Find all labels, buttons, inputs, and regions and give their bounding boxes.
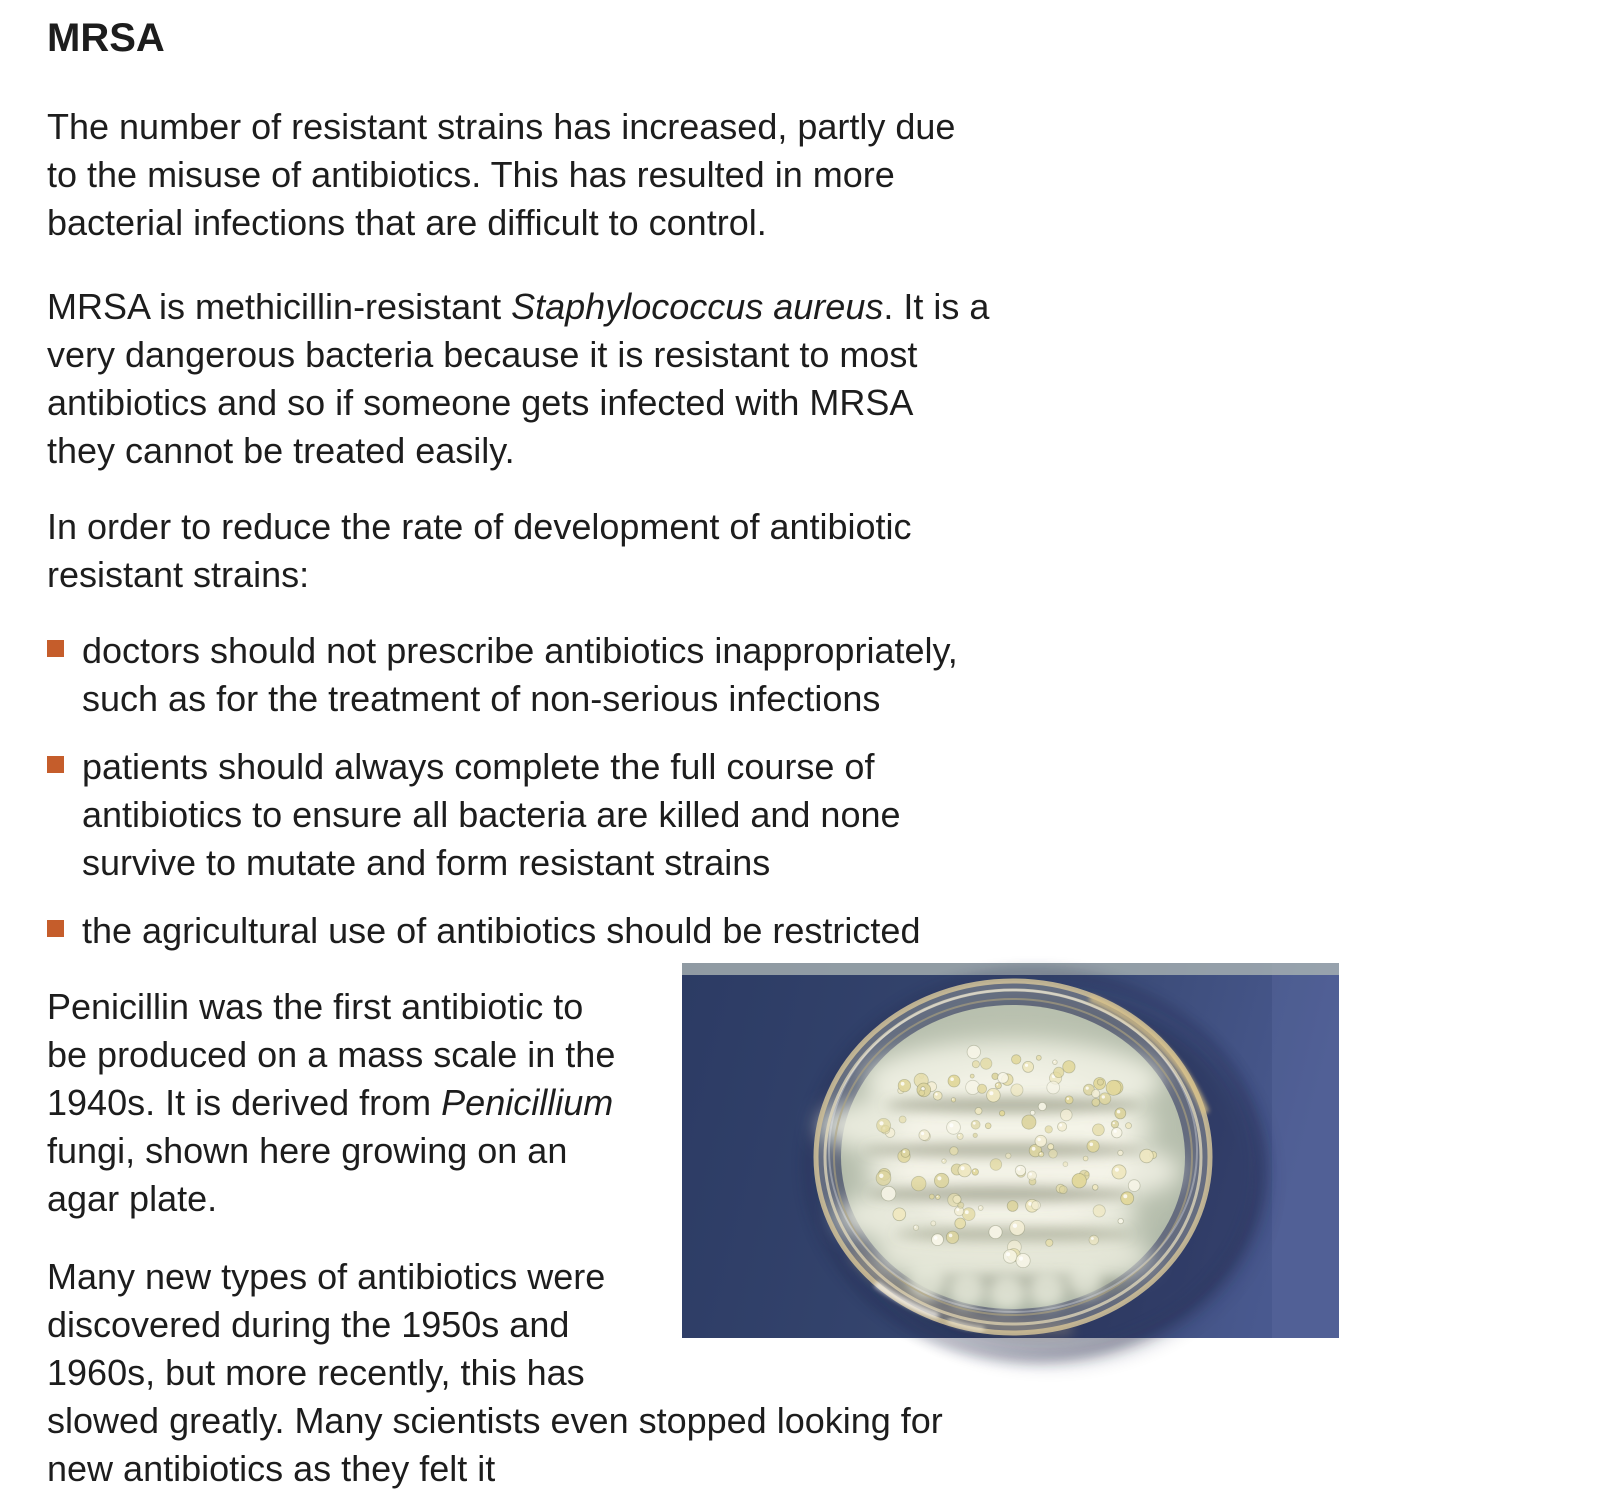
list-item-line: the agricultural use of antibiotics should be restricted (82, 910, 921, 951)
text-line: In order to reduce the rate of development of antibiotic (47, 506, 912, 547)
list-item-line: patients should always complete the full course of (82, 746, 875, 787)
text-line: to the misuse of antibiotics. This has resulted in more (47, 154, 895, 195)
italic-species-name: Staphylococcus aureus (511, 286, 884, 327)
text-line (47, 283, 1597, 331)
text-line: they cannot be treated easily. (47, 430, 515, 471)
text-line: very dangerous bacteria because it is resistant to most (47, 334, 918, 375)
text-line: be produced on a mass scale in the (47, 1034, 616, 1075)
square-bullet-icon (47, 920, 64, 937)
square-bullet-icon (47, 756, 64, 773)
paragraph-mrsa-definition (47, 283, 1597, 475)
paragraph-reduce-rate-intro (47, 503, 1597, 599)
text-segment: MRSA is methicillin-resistant (47, 286, 512, 327)
prevention-list (47, 627, 1597, 955)
italic-genus-name: Penicillium (441, 1082, 614, 1123)
list-item-line: survive to mutate and form resistant strains (82, 842, 771, 883)
petri-dish-illustration (682, 963, 1339, 1338)
text-line: Many new types of antibiotics were (47, 1256, 606, 1297)
list-item-line: such as for the treatment of non-serious infections (82, 678, 881, 719)
list-item (47, 743, 1597, 887)
text-line: new antibiotics as they felt it (47, 1448, 496, 1489)
text-line: slowed greatly. Many scientists even stopped looking for (47, 1400, 943, 1441)
text-line: antibiotics and so if someone gets infected with MRSA (47, 382, 914, 423)
list-item-line: doctors should not prescribe antibiotics inappropriately, (82, 630, 958, 671)
text-segment: 1940s. It is derived from (47, 1082, 442, 1123)
list-item (47, 627, 1597, 723)
text-line: 1960s, but more recently, this has (47, 1352, 585, 1393)
text-segment: . It is a (883, 286, 990, 327)
text-line: agar plate. (47, 1178, 218, 1219)
square-bullet-icon (47, 640, 64, 657)
text-line: bacterial infections that are difficult to control. (47, 202, 767, 243)
list-item (47, 907, 1597, 955)
text-line: fungi, shown here growing on an (47, 1130, 568, 1171)
list-item-line: antibiotics to ensure all bacteria are killed and none (82, 794, 901, 835)
paragraph-resistant-strains (47, 103, 1597, 247)
penicillium-agar-plate-photo (682, 963, 1339, 1338)
text-line: The number of resistant strains has increased, partly due (47, 106, 956, 147)
page-title: MRSA (47, 16, 165, 60)
text-line: discovered during the 1950s and (47, 1304, 570, 1345)
text-line: resistant strains: (47, 554, 310, 595)
text-line: Penicillin was the first antibiotic to (47, 986, 584, 1027)
